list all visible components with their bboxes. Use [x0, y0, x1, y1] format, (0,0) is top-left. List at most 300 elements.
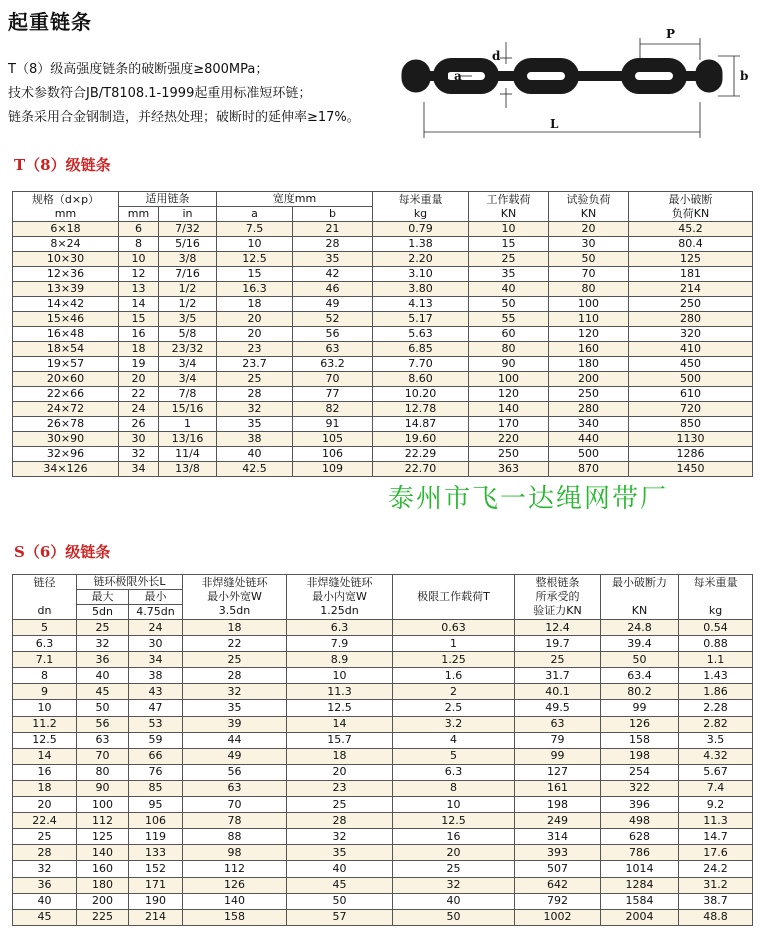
table-cell: 5 [393, 748, 515, 764]
table-cell: 44 [183, 732, 287, 748]
table-cell: 28 [183, 668, 287, 684]
t8-header-load: 工作载荷 KN [469, 192, 549, 222]
table-cell: 26 [119, 417, 159, 432]
table-cell: 10 [13, 700, 77, 716]
table-cell: 32 [13, 861, 77, 877]
table-cell: 10 [119, 252, 159, 267]
table-cell: 2.20 [373, 252, 469, 267]
table-cell: 1.6 [393, 668, 515, 684]
table-cell: 28 [13, 845, 77, 861]
table-cell: 12.5 [217, 252, 293, 267]
table-cell: 3.5 [679, 732, 753, 748]
table-cell: 63 [183, 780, 287, 796]
table-cell: 22.4 [13, 813, 77, 829]
table-cell: 20 [217, 327, 293, 342]
table-cell: 15×46 [13, 312, 119, 327]
table-cell: 45 [287, 877, 393, 893]
t8-section-title: T（8）级链条 [14, 156, 111, 174]
table-cell: 280 [549, 402, 629, 417]
intro-line: 链条采用合金钢制造，并经热处理；破断时的延伸率≥17%。 [8, 110, 360, 125]
table-cell: 112 [77, 813, 129, 829]
table-cell: 36 [13, 877, 77, 893]
table-cell: 2 [393, 684, 515, 700]
table-cell: 280 [629, 312, 753, 327]
table-cell: 12.5 [13, 732, 77, 748]
table-cell: 40 [469, 282, 549, 297]
table-cell: 85 [129, 780, 183, 796]
table-cell: 25 [393, 861, 515, 877]
s6-header-len-min-unit: 4.75dn [129, 605, 183, 620]
table-cell: 30×90 [13, 432, 119, 447]
t8-header-chain-mm: mm [119, 207, 159, 222]
table-cell: 1014 [601, 861, 679, 877]
table-cell: 56 [183, 764, 287, 780]
table-cell: 32 [393, 877, 515, 893]
table-cell: 3/8 [159, 252, 217, 267]
table-cell: 19 [119, 357, 159, 372]
table-cell: 21 [293, 222, 373, 237]
table-cell: 109 [293, 462, 373, 477]
table-cell: 1284 [601, 877, 679, 893]
table-cell: 125 [629, 252, 753, 267]
table-cell: 119 [129, 829, 183, 845]
table-cell: 125 [77, 829, 129, 845]
table-cell: 9.2 [679, 797, 753, 813]
table-cell: 18×54 [13, 342, 119, 357]
table-cell: 250 [629, 297, 753, 312]
table-cell: 78 [183, 813, 287, 829]
t8-header-spec: 规格（d×p） mm [13, 192, 119, 222]
table-cell: 363 [469, 462, 549, 477]
table-cell: 7.70 [373, 357, 469, 372]
table-row [13, 684, 753, 700]
table-cell: 66 [129, 748, 183, 764]
t8-header-width: 宽度mm [217, 192, 373, 207]
table-row [13, 845, 753, 861]
table-row [13, 222, 753, 237]
table-cell: 52 [293, 312, 373, 327]
table-cell: 70 [293, 372, 373, 387]
table-cell: 7/32 [159, 222, 217, 237]
table-row [13, 312, 753, 327]
table-cell: 610 [629, 387, 753, 402]
table-cell: 100 [77, 797, 129, 813]
table-cell: 15 [217, 267, 293, 282]
table-cell: 40 [217, 447, 293, 462]
table-cell: 12.78 [373, 402, 469, 417]
table-row [13, 432, 753, 447]
table-cell: 1130 [629, 432, 753, 447]
table-cell: 15/16 [159, 402, 217, 417]
table-cell: 15 [469, 237, 549, 252]
table-cell: 63.2 [293, 357, 373, 372]
table-cell: 12×36 [13, 267, 119, 282]
table-row [13, 387, 753, 402]
table-cell: 14 [287, 716, 393, 732]
table-cell: 1002 [515, 909, 601, 925]
table-cell: 38 [217, 432, 293, 447]
table-cell: 56 [77, 716, 129, 732]
table-cell: 35 [469, 267, 549, 282]
table-cell: 32×96 [13, 447, 119, 462]
table-cell: 190 [129, 893, 183, 909]
table-cell: 110 [549, 312, 629, 327]
table-cell: 39.4 [601, 636, 679, 652]
table-cell: 6 [119, 222, 159, 237]
table-row [13, 732, 753, 748]
table-cell: 80.2 [601, 684, 679, 700]
table-cell: 170 [469, 417, 549, 432]
table-cell: 16.3 [217, 282, 293, 297]
table-cell: 6×18 [13, 222, 119, 237]
table-cell: 8.9 [287, 652, 393, 668]
table-cell: 314 [515, 829, 601, 845]
table-cell: 180 [77, 877, 129, 893]
table-cell: 22.70 [373, 462, 469, 477]
table-cell: 13×39 [13, 282, 119, 297]
table-cell: 45.2 [629, 222, 753, 237]
table-cell: 13 [119, 282, 159, 297]
table-cell: 198 [515, 797, 601, 813]
table-cell: 792 [515, 893, 601, 909]
table-cell: 214 [129, 909, 183, 925]
table-cell: 1450 [629, 462, 753, 477]
table-cell: 24.8 [601, 620, 679, 636]
table-cell: 8 [393, 780, 515, 796]
table-cell: 3.2 [393, 716, 515, 732]
table-cell: 7.5 [217, 222, 293, 237]
table-cell: 63.4 [601, 668, 679, 684]
table-cell: 98 [183, 845, 287, 861]
table-cell: 10×30 [13, 252, 119, 267]
table-cell: 158 [183, 909, 287, 925]
table-cell: 50 [549, 252, 629, 267]
table-cell: 160 [77, 861, 129, 877]
s6-spec-table [12, 574, 753, 926]
table-cell: 99 [515, 748, 601, 764]
table-cell: 88 [183, 829, 287, 845]
s6-header-len-min: 最小 [129, 590, 183, 605]
s6-header-len: 链环极限外长L [77, 575, 183, 590]
table-cell: 628 [601, 829, 679, 845]
table-cell: 850 [629, 417, 753, 432]
table-cell: 140 [77, 845, 129, 861]
table-cell: 35 [217, 417, 293, 432]
table-cell: 32 [183, 684, 287, 700]
table-cell: 49 [293, 297, 373, 312]
table-cell: 126 [601, 716, 679, 732]
table-cell: 49.5 [515, 700, 601, 716]
table-cell: 13/16 [159, 432, 217, 447]
table-cell: 91 [293, 417, 373, 432]
table-cell: 200 [549, 372, 629, 387]
table-cell: 8.60 [373, 372, 469, 387]
s6-header-len-max: 最大 [77, 590, 129, 605]
table-cell: 60 [469, 327, 549, 342]
table-cell: 34×126 [13, 462, 119, 477]
table-row [13, 462, 753, 477]
table-cell: 4.13 [373, 297, 469, 312]
table-cell: 5.67 [679, 764, 753, 780]
table-cell: 507 [515, 861, 601, 877]
table-cell: 80 [549, 282, 629, 297]
table-cell: 1.38 [373, 237, 469, 252]
table-cell: 11.3 [679, 813, 753, 829]
table-cell: 7.1 [13, 652, 77, 668]
table-cell: 152 [129, 861, 183, 877]
table-cell: 23/32 [159, 342, 217, 357]
table-cell: 99 [601, 700, 679, 716]
table-cell: 25 [515, 652, 601, 668]
table-cell: 3.10 [373, 267, 469, 282]
table-cell: 43 [129, 684, 183, 700]
table-cell: 70 [77, 748, 129, 764]
t8-header-chain-in: in [159, 207, 217, 222]
table-cell: 870 [549, 462, 629, 477]
table-cell: 25 [469, 252, 549, 267]
table-cell: 10 [217, 237, 293, 252]
table-cell: 40 [287, 861, 393, 877]
table-cell: 140 [183, 893, 287, 909]
table-cell: 786 [601, 845, 679, 861]
table-cell: 8 [13, 668, 77, 684]
table-cell: 77 [293, 387, 373, 402]
table-cell: 31.2 [679, 877, 753, 893]
table-cell: 4 [393, 732, 515, 748]
table-cell: 106 [293, 447, 373, 462]
table-cell: 17.6 [679, 845, 753, 861]
table-cell: 250 [469, 447, 549, 462]
table-cell: 126 [183, 877, 287, 893]
table-cell: 23.7 [217, 357, 293, 372]
table-cell: 24×72 [13, 402, 119, 417]
table-cell: 105 [293, 432, 373, 447]
table-cell: 7.9 [287, 636, 393, 652]
table-cell: 498 [601, 813, 679, 829]
table-cell: 25 [217, 372, 293, 387]
table-cell: 22 [119, 387, 159, 402]
table-cell: 12 [119, 267, 159, 282]
table-cell: 47 [129, 700, 183, 716]
table-cell: 2.28 [679, 700, 753, 716]
table-cell: 25 [183, 652, 287, 668]
table-cell: 14×42 [13, 297, 119, 312]
table-cell: 8 [119, 237, 159, 252]
table-cell: 50 [601, 652, 679, 668]
s6-table-body [13, 620, 753, 926]
table-cell: 57 [287, 909, 393, 925]
table-row [13, 342, 753, 357]
table-cell: 22 [183, 636, 287, 652]
table-cell: 79 [515, 732, 601, 748]
table-cell: 5.63 [373, 327, 469, 342]
chain-diagram [400, 24, 758, 144]
t8-header-chain: 适用链条 [119, 192, 217, 207]
table-cell: 14 [13, 748, 77, 764]
table-cell: 45 [77, 684, 129, 700]
table-cell: 70 [549, 267, 629, 282]
table-cell: 1286 [629, 447, 753, 462]
table-cell: 80 [77, 764, 129, 780]
table-cell: 7.4 [679, 780, 753, 796]
table-row [13, 813, 753, 829]
table-cell: 45 [13, 909, 77, 925]
t8-header-width-b: b [293, 207, 373, 222]
table-cell: 100 [549, 297, 629, 312]
table-cell: 10 [287, 668, 393, 684]
table-cell: 127 [515, 764, 601, 780]
table-row [13, 267, 753, 282]
table-cell: 35 [287, 845, 393, 861]
t8-header-weight: 每米重量 kg [373, 192, 469, 222]
table-cell: 5 [13, 620, 77, 636]
table-row [13, 764, 753, 780]
table-cell: 28 [287, 813, 393, 829]
table-cell: 49 [183, 748, 287, 764]
table-cell: 38.7 [679, 893, 753, 909]
table-cell: 32 [287, 829, 393, 845]
table-cell: 90 [469, 357, 549, 372]
table-cell: 1/2 [159, 282, 217, 297]
table-cell: 22.29 [373, 447, 469, 462]
table-cell: 25 [287, 797, 393, 813]
table-cell: 36 [77, 652, 129, 668]
table-cell: 3/4 [159, 357, 217, 372]
table-cell: 15.7 [287, 732, 393, 748]
s6-header-weight: 每米重量 kg [679, 575, 753, 620]
table-cell: 112 [183, 861, 287, 877]
table-cell: 320 [629, 327, 753, 342]
table-cell: 1 [393, 636, 515, 652]
table-cell: 13/8 [159, 462, 217, 477]
table-cell: 35 [183, 700, 287, 716]
table-cell: 39 [183, 716, 287, 732]
table-cell: 50 [393, 909, 515, 925]
table-cell: 25 [77, 620, 129, 636]
table-cell: 11.2 [13, 716, 77, 732]
table-cell: 133 [129, 845, 183, 861]
table-cell: 340 [549, 417, 629, 432]
table-cell: 160 [549, 342, 629, 357]
table-cell: 642 [515, 877, 601, 893]
table-cell: 8×24 [13, 237, 119, 252]
table-cell: 249 [515, 813, 601, 829]
table-cell: 140 [469, 402, 549, 417]
table-cell: 50 [469, 297, 549, 312]
table-cell: 5/16 [159, 237, 217, 252]
table-cell: 100 [469, 372, 549, 387]
table-cell: 4.32 [679, 748, 753, 764]
s6-header-limit: 极限工作载荷T [393, 575, 515, 620]
table-cell: 1.25 [393, 652, 515, 668]
table-cell: 214 [629, 282, 753, 297]
table-row [13, 402, 753, 417]
table-cell: 7/8 [159, 387, 217, 402]
table-cell: 16×48 [13, 327, 119, 342]
table-cell: 3/5 [159, 312, 217, 327]
table-row [13, 620, 753, 636]
table-cell: 120 [469, 387, 549, 402]
table-row [13, 636, 753, 652]
table-cell: 2.82 [679, 716, 753, 732]
table-cell: 42 [293, 267, 373, 282]
table-cell: 181 [629, 267, 753, 282]
table-cell: 24 [129, 620, 183, 636]
t8-table-body [13, 222, 753, 477]
table-cell: 40 [77, 668, 129, 684]
table-cell: 220 [469, 432, 549, 447]
table-row [13, 780, 753, 796]
table-cell: 6.3 [287, 620, 393, 636]
table-cell: 1.1 [679, 652, 753, 668]
table-cell: 12.5 [287, 700, 393, 716]
table-row [13, 700, 753, 716]
table-row [13, 716, 753, 732]
table-cell: 18 [183, 620, 287, 636]
table-cell: 171 [129, 877, 183, 893]
t8-header-break: 最小破断 负荷KN [629, 192, 753, 222]
table-row [13, 652, 753, 668]
table-cell: 158 [601, 732, 679, 748]
table-cell: 53 [129, 716, 183, 732]
table-cell: 95 [129, 797, 183, 813]
table-cell: 31.7 [515, 668, 601, 684]
table-cell: 1.43 [679, 668, 753, 684]
table-cell: 11/4 [159, 447, 217, 462]
table-cell: 250 [549, 387, 629, 402]
table-row [13, 447, 753, 462]
table-cell: 6.85 [373, 342, 469, 357]
table-cell: 20 [13, 797, 77, 813]
table-cell: 1/2 [159, 297, 217, 312]
table-cell: 11.3 [287, 684, 393, 700]
table-cell: 10.20 [373, 387, 469, 402]
table-cell: 20 [217, 312, 293, 327]
table-cell: 82 [293, 402, 373, 417]
s6-header-proof: 整根链条 所承受的 验证力KN [515, 575, 601, 620]
table-row [13, 237, 753, 252]
table-row [13, 357, 753, 372]
table-cell: 2004 [601, 909, 679, 925]
table-cell: 6.3 [393, 764, 515, 780]
table-cell: 18 [13, 780, 77, 796]
table-cell: 10 [393, 797, 515, 813]
table-cell: 15 [119, 312, 159, 327]
table-cell: 0.63 [393, 620, 515, 636]
table-cell: 34 [119, 462, 159, 477]
table-cell: 26×78 [13, 417, 119, 432]
table-cell: 70 [183, 797, 287, 813]
table-cell: 20 [393, 845, 515, 861]
table-cell: 20×60 [13, 372, 119, 387]
table-cell: 500 [549, 447, 629, 462]
table-row [13, 829, 753, 845]
table-row [13, 909, 753, 925]
table-cell: 120 [549, 327, 629, 342]
table-row [13, 417, 753, 432]
table-cell: 106 [129, 813, 183, 829]
dim-label-a: a [454, 69, 462, 83]
table-cell: 22×66 [13, 387, 119, 402]
table-cell: 18 [287, 748, 393, 764]
table-cell: 5.17 [373, 312, 469, 327]
intro-line: T（8）级高强度链条的破断强度≥800MPa； [8, 62, 269, 77]
table-cell: 40.1 [515, 684, 601, 700]
dim-label-p: P [666, 27, 676, 41]
table-cell: 410 [629, 342, 753, 357]
table-cell: 23 [287, 780, 393, 796]
table-cell: 10 [469, 222, 549, 237]
